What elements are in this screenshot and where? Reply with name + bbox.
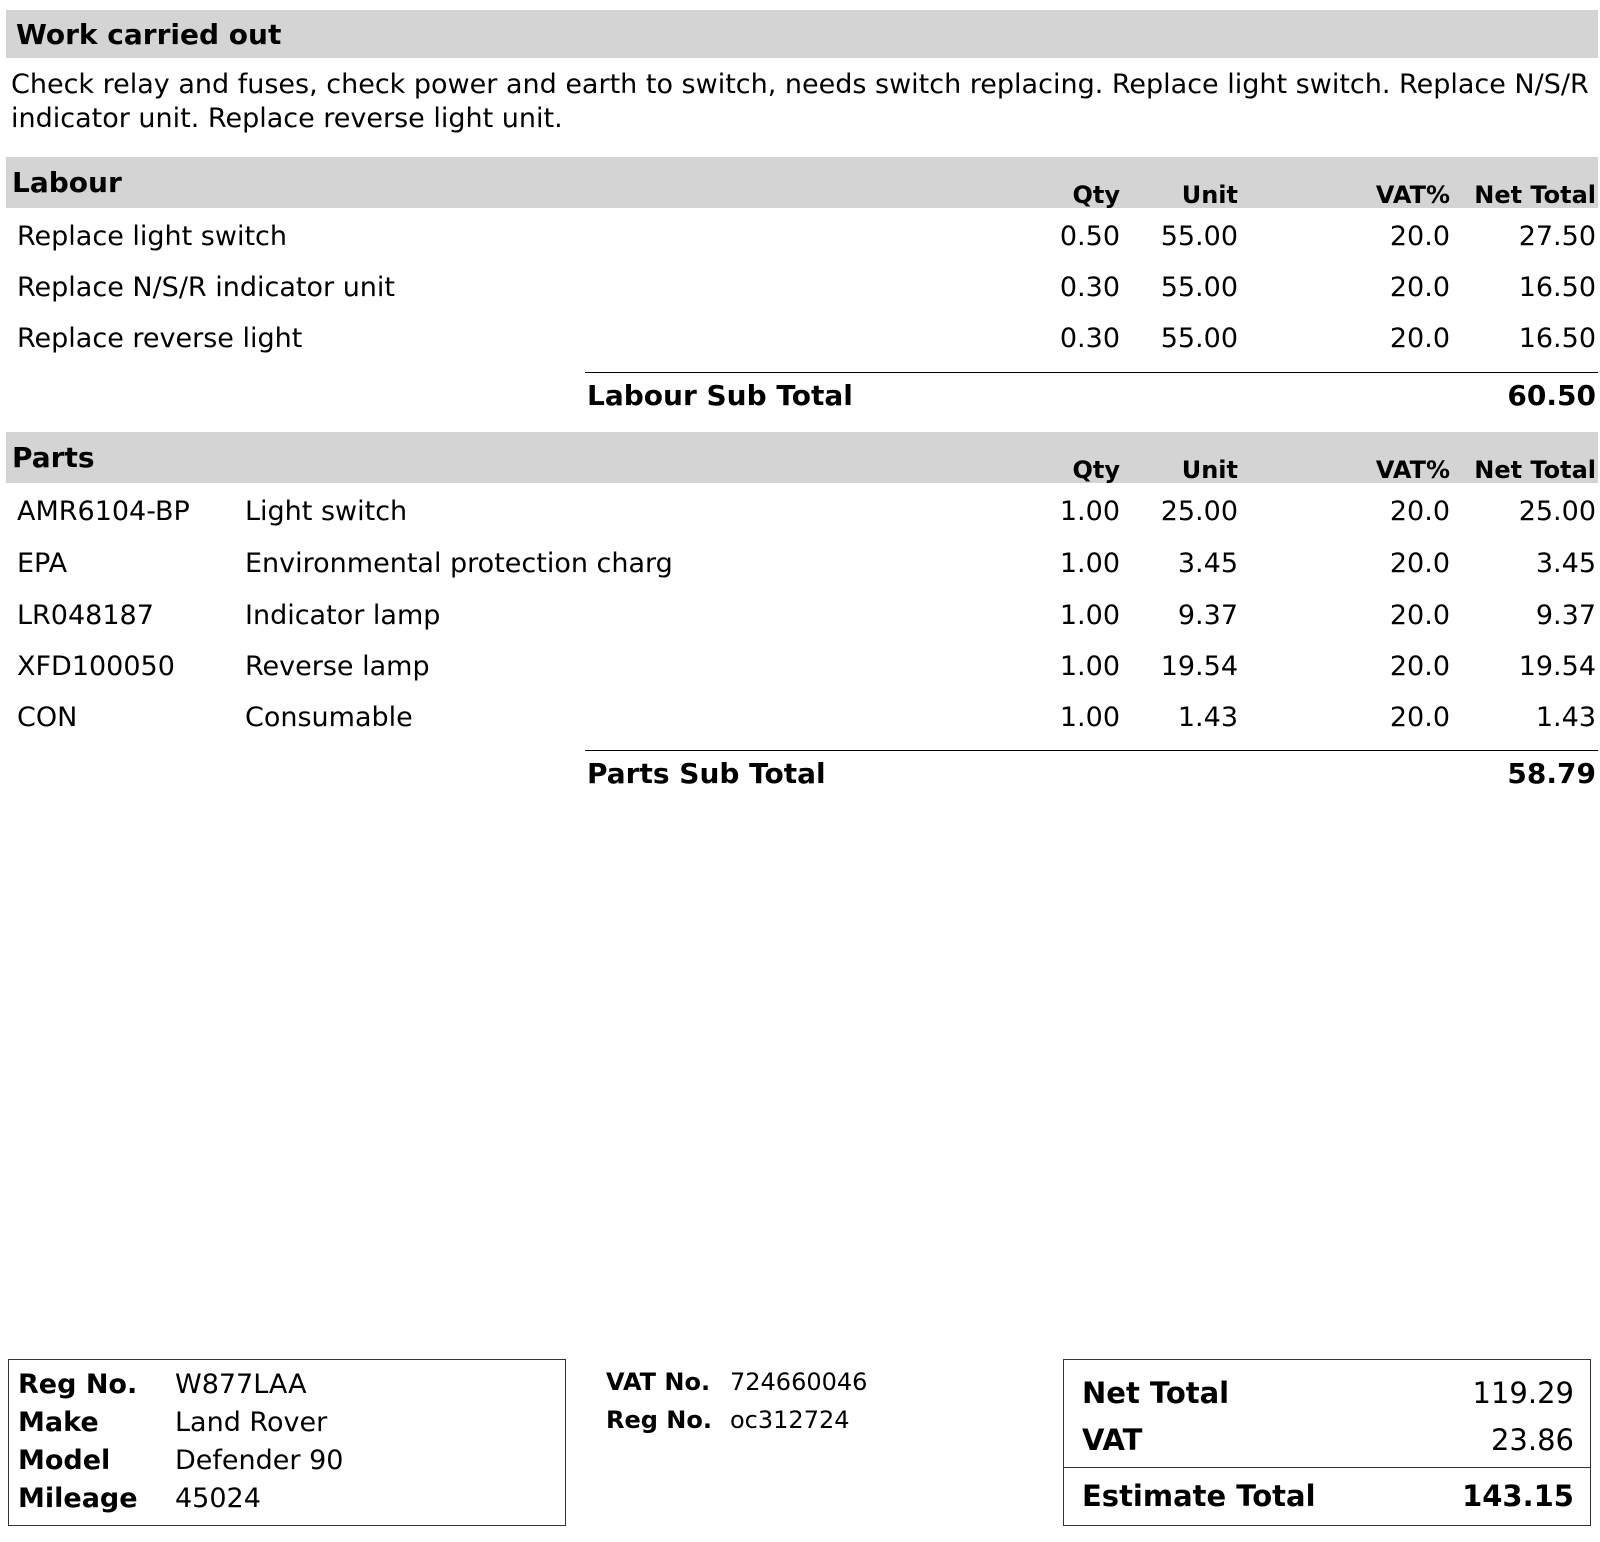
company-reg-label: Reg No.	[606, 1406, 712, 1434]
table-row	[0, 268, 1600, 308]
labour-unit: 55.00	[1160, 323, 1238, 354]
part-net: 19.54	[1518, 651, 1596, 682]
labour-net-header: Net Total	[1474, 181, 1596, 209]
company-reg-value: oc312724	[730, 1406, 850, 1434]
part-unit: 9.37	[1177, 600, 1238, 631]
table-row	[0, 647, 1600, 687]
labour-qty: 0.30	[1059, 272, 1120, 303]
part-desc: Indicator lamp	[245, 600, 441, 631]
parts-vat-header: VAT%	[1375, 456, 1450, 484]
part-vat: 20.0	[1389, 600, 1450, 631]
vehicle-reg-label: Reg No.	[18, 1369, 138, 1400]
labour-net: 16.50	[1518, 272, 1596, 303]
parts-net-header: Net Total	[1474, 456, 1596, 484]
vehicle-details-box	[8, 1359, 566, 1526]
labour-vat: 20.0	[1389, 221, 1450, 252]
part-net: 3.45	[1535, 548, 1596, 579]
parts-unit-header: Unit	[1181, 456, 1238, 484]
labour-subtotal-rule	[585, 372, 1598, 373]
vehicle-mileage-value: 45024	[175, 1483, 261, 1514]
labour-desc: Replace light switch	[17, 221, 287, 252]
estimate-total-row	[1064, 1473, 1590, 1519]
table-row	[0, 596, 1600, 636]
parts-qty-header: Qty	[1072, 456, 1120, 484]
table-row	[0, 492, 1600, 532]
labour-qty: 0.50	[1059, 221, 1120, 252]
vehicle-model-row	[9, 1442, 565, 1480]
part-net: 9.37	[1535, 600, 1596, 631]
table-row	[0, 217, 1600, 257]
parts-subtotal-rule	[585, 750, 1598, 751]
parts-header-band	[6, 432, 1598, 483]
part-desc: Reverse lamp	[245, 651, 430, 682]
vehicle-model-value: Defender 90	[175, 1445, 344, 1476]
labour-title: Labour	[12, 166, 122, 199]
vehicle-mileage-row	[9, 1480, 565, 1518]
part-desc: Light switch	[245, 496, 408, 527]
vehicle-make-label: Make	[18, 1407, 99, 1438]
labour-vat-header: VAT%	[1375, 181, 1450, 209]
company-reg-row	[606, 1401, 1006, 1439]
labour-header-band	[6, 157, 1598, 208]
part-code: CON	[17, 702, 78, 733]
company-vat-value: 724660046	[730, 1368, 868, 1396]
labour-vat: 20.0	[1389, 323, 1450, 354]
part-unit: 1.43	[1177, 702, 1238, 733]
labour-unit: 55.00	[1160, 272, 1238, 303]
part-desc: Consumable	[245, 702, 413, 733]
part-qty: 1.00	[1059, 651, 1120, 682]
part-vat: 20.0	[1389, 548, 1450, 579]
part-unit: 25.00	[1160, 496, 1238, 527]
company-info	[606, 1363, 1026, 1443]
part-qty: 1.00	[1059, 496, 1120, 527]
vehicle-model-label: Model	[18, 1445, 111, 1476]
labour-vat: 20.0	[1389, 272, 1450, 303]
part-qty: 1.00	[1059, 548, 1120, 579]
company-vat-label: VAT No.	[606, 1368, 711, 1396]
part-vat: 20.0	[1389, 496, 1450, 527]
vat-total-label: VAT	[1082, 1423, 1143, 1457]
totals-divider	[1064, 1467, 1590, 1468]
part-qty: 1.00	[1059, 702, 1120, 733]
part-unit: 19.54	[1160, 651, 1238, 682]
parts-subtotal-label: Parts Sub Total	[587, 757, 826, 790]
table-row	[0, 544, 1600, 584]
labour-net: 27.50	[1518, 221, 1596, 252]
net-total-label: Net Total	[1082, 1376, 1230, 1410]
part-net: 1.43	[1535, 702, 1596, 733]
estimate-total-label: Estimate Total	[1082, 1479, 1316, 1513]
part-unit: 3.45	[1177, 548, 1238, 579]
part-desc: Environmental protection charg	[245, 548, 673, 579]
company-vat-row	[606, 1363, 1006, 1401]
labour-desc: Replace N/S/R indicator unit	[17, 272, 395, 303]
net-total-row	[1064, 1370, 1590, 1416]
labour-qty-header: Qty	[1072, 181, 1120, 209]
part-net: 25.00	[1518, 496, 1596, 527]
part-vat: 20.0	[1389, 702, 1450, 733]
labour-subtotal-label: Labour Sub Total	[587, 379, 853, 412]
part-code: LR048187	[17, 600, 154, 631]
net-total-value: 119.29	[1472, 1376, 1574, 1410]
labour-net: 16.50	[1518, 323, 1596, 354]
parts-subtotal-row	[0, 754, 1600, 794]
vehicle-reg-row	[9, 1366, 565, 1404]
vat-total-row	[1064, 1417, 1590, 1463]
part-qty: 1.00	[1059, 600, 1120, 631]
part-code: EPA	[17, 548, 68, 579]
labour-subtotal-row	[0, 376, 1600, 416]
totals-box	[1063, 1359, 1591, 1526]
labour-unit: 55.00	[1160, 221, 1238, 252]
estimate-total-value: 143.15	[1462, 1479, 1574, 1513]
labour-subtotal-value: 60.50	[1507, 379, 1596, 412]
labour-qty: 0.30	[1059, 323, 1120, 354]
vehicle-reg-value: W877LAA	[175, 1369, 307, 1400]
work-description: Check relay and fuses, check power and earth to switch, needs switch replacing. Replace light switch. Replace N/S/R indicator unit. Replace reverse light unit.	[11, 69, 1589, 134]
table-row	[0, 319, 1600, 359]
parts-title: Parts	[12, 441, 95, 474]
vehicle-make-row	[9, 1404, 565, 1442]
work-title: Work carried out	[16, 18, 282, 51]
labour-unit-header: Unit	[1181, 181, 1238, 209]
part-code: XFD100050	[17, 651, 175, 682]
labour-desc: Replace reverse light	[17, 323, 303, 354]
vehicle-mileage-label: Mileage	[18, 1483, 138, 1514]
vat-total-value: 23.86	[1490, 1423, 1574, 1457]
part-vat: 20.0	[1389, 651, 1450, 682]
vehicle-make-value: Land Rover	[175, 1407, 328, 1438]
parts-subtotal-value: 58.79	[1507, 757, 1596, 790]
part-code: AMR6104-BP	[17, 496, 190, 527]
table-row	[0, 698, 1600, 738]
